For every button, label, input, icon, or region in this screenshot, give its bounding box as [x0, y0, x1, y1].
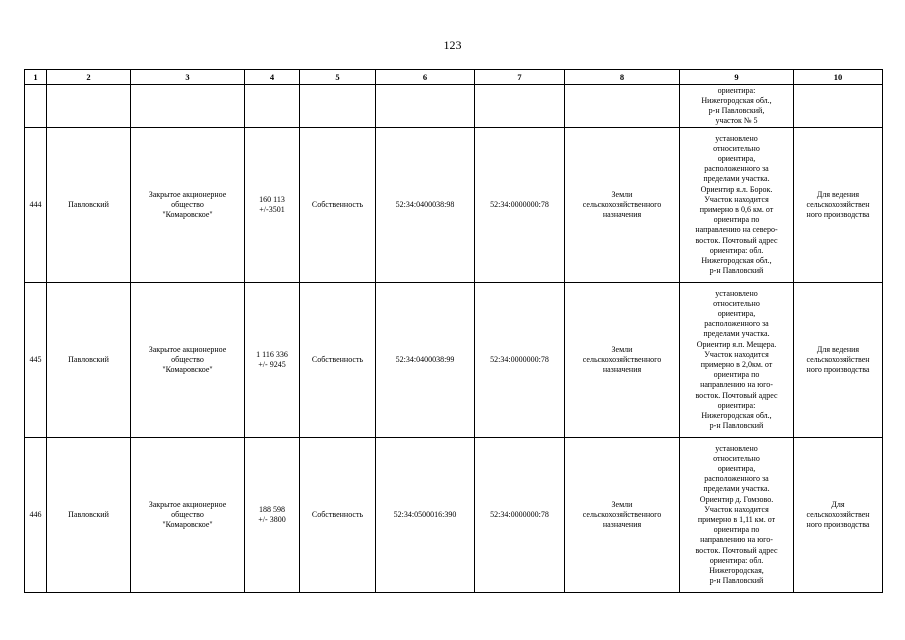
land-category-cell: Земли сельскохозяйственного назначения: [565, 128, 680, 283]
column-header: 8: [565, 70, 680, 85]
empty-cell: [565, 85, 680, 128]
area-cell: 1 116 336 +/- 9245: [245, 283, 300, 438]
area-cell: 160 113 +/-3501: [245, 128, 300, 283]
column-header: 7: [475, 70, 565, 85]
empty-cell: [25, 85, 47, 128]
empty-cell: [300, 85, 376, 128]
page-number: 123: [443, 38, 462, 52]
table-row: [25, 438, 883, 593]
empty-cell: [47, 85, 131, 128]
column-header: 1: [25, 70, 47, 85]
purpose-cell: Для ведения сельскохозяйствен ного производства: [794, 283, 883, 438]
cadastral-quarter-cell: 52:34:0000000:78: [475, 438, 565, 593]
empty-cell: [376, 85, 475, 128]
district-cell: Павловский: [47, 128, 131, 283]
district-cell: Павловский: [47, 283, 131, 438]
empty-cell: [245, 85, 300, 128]
row-number-cell: 444: [25, 128, 47, 283]
owner-cell: Закрытое акционерное общество "Комаровское": [131, 128, 245, 283]
land-registry-table: [24, 69, 883, 593]
land-category-cell: Земли сельскохозяйственного назначения: [565, 283, 680, 438]
row-number-cell: 445: [25, 283, 47, 438]
owner-cell: Закрытое акционерное общество "Комаровское": [131, 438, 245, 593]
location-note-cell: установлено относительно ориентира, расположенного за пределами участка. Ориентир я.п. Мещера. Участок находится примерно в 2,0км. от ориентира по направлению на юго- восток. Почтовый адрес ориентира: Нижегородская обл., р-н Павловский: [680, 283, 794, 438]
cadastral-quarter-cell: 52:34:0000000:78: [475, 283, 565, 438]
column-header: 6: [376, 70, 475, 85]
location-note-cell: установлено относительно ориентира, расположенного за пределами участка. Ориентир я.л. Борок. Участок находится примерно в 0,6 км. от ориентира по направлению на северо- восток. Почтовый адрес ориентира: обл. Нижегородская обл., р-н Павловский: [680, 128, 794, 283]
table-row: [25, 283, 883, 438]
empty-cell: [794, 85, 883, 128]
purpose-cell: Для ведения сельскохозяйствен ного производства: [794, 128, 883, 283]
area-cell: 188 598 +/- 3800: [245, 438, 300, 593]
column-header: 5: [300, 70, 376, 85]
empty-cell: [475, 85, 565, 128]
land-category-cell: Земли сельскохозяйственного назначения: [565, 438, 680, 593]
right-type-cell: Собственность: [300, 128, 376, 283]
right-type-cell: Собственность: [300, 283, 376, 438]
table-row: [25, 128, 883, 283]
cadastral-number-cell: 52:34:0400038:99: [376, 283, 475, 438]
empty-cell: [131, 85, 245, 128]
cadastral-number-cell: 52:34:0500016:390: [376, 438, 475, 593]
cadastral-number-cell: 52:34:0400038:98: [376, 128, 475, 283]
column-header: 9: [680, 70, 794, 85]
column-header: 3: [131, 70, 245, 85]
row-number-cell: 446: [25, 438, 47, 593]
column-header: 2: [47, 70, 131, 85]
location-note-cell: ориентира: Нижегородская обл., р-н Павловский, участок № 5: [680, 85, 794, 128]
right-type-cell: Собственность: [300, 438, 376, 593]
owner-cell: Закрытое акционерное общество "Комаровское": [131, 283, 245, 438]
cadastral-quarter-cell: 52:34:0000000:78: [475, 128, 565, 283]
continuation-row: [25, 85, 883, 128]
purpose-cell: Для сельскохозяйствен ного производства: [794, 438, 883, 593]
header-row: [25, 70, 883, 85]
column-header: 4: [245, 70, 300, 85]
column-header: 10: [794, 70, 883, 85]
district-cell: Павловский: [47, 438, 131, 593]
location-note-cell: установлено относительно ориентира, расположенного за пределами участка. Ориентир д. Гомзово. Участок находится примерно в 1,11 км. от ориентира по направлению на юго- восток. Почтовый адрес ориентира: обл. Нижегородская, р-н Павловский: [680, 438, 794, 593]
